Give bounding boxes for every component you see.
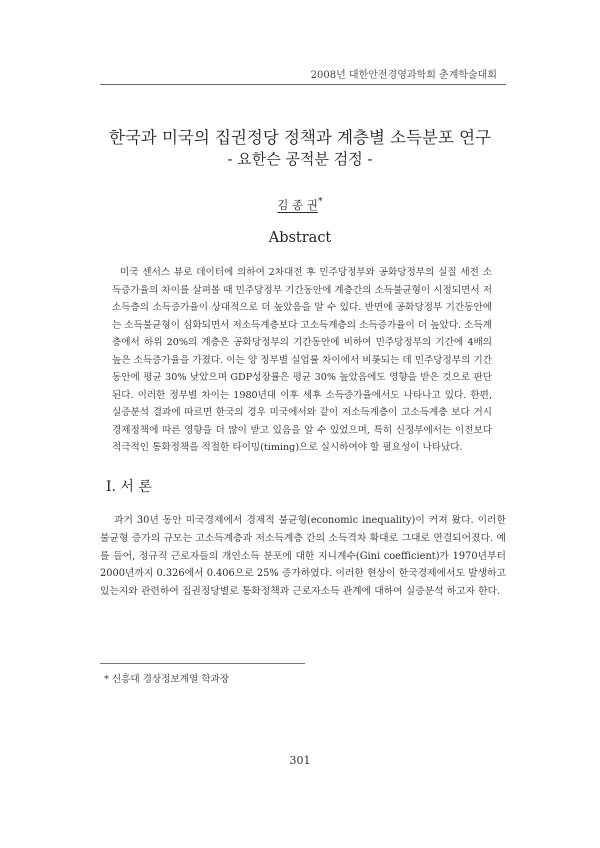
paper-title: 한국과 미국의 집권정당 정책과 계층별 소득분포 연구 [108,128,492,147]
running-header: 2008년 대한안전경영과학회 춘계학술대회 [310,70,497,81]
header-rule [100,84,506,85]
footnote-rule [100,663,305,664]
abstract-paragraph: 미국 센서스 뷰로 데이터에 의하여 2차대전 후 민주당정부와 공화당정부의 실질 세전 소득증가율의 차이를 살펴볼 때 민주당정부 기간동안에 계층간의 소득불균형이 시정되면서 저소득층의 소득증가율이 상대적으로 더 높았음을 알 수 있다. 반면에 공화당정부 기간동안에는 소득불균형이 심화되면서 저소득계층보다 고소득계층의 소득증가율이 더 높았다. 소득계층에서 하위 20%의 계층은 공화당정부의 기간동안에 비하여 민주당정부의 기간에 4배의 높은 소득증가율을 가졌다. 이는 양 정부별 실업률 차이에서 비롯되는 데 민주당정부의 기간 동안에 평균 30% 낮았으며 GDP성장률은 평균 30% 높았음에도 영향을 받은 것으로 판단된다. 이러한 정부별 차이는 1980년대 이후 세후 소득증가율에서도 나타나고 있다. 한편, 실증분석 결과에 따르면 한국의 경우 미국에서와 같이 저소득계층이 고소득계층 보다 거시경제정책에 따른 영향을 더 많이 받고 있음을 알 수 있었으며, 특히 신정부에서는 이전보다 적극적인 통화정책을 적절한 타이밍(timing)으로 실시하여야 할 필요성이 나타났다. [112,267,492,454]
section-paragraph: 과거 30년 동안 미국경제에서 경제적 불균형(economic inequality)이 커져 왔다. 이러한 불균형 증가의 규모는 고소득계층과 저소득계층 간의 소득격차 확대로 그대로 연결되어졌다. 예를 들어, 정규직 근로자들의 개인소득 분포에 대한 지니계수(Gini coefficient)가 1970년부터 2000년까지 0.326에서 0.406으로 25% 증가하였다. 이러한 현상이 한국경제에서도 발생하고 있는지와 관련하여 집권정당별로 통화정책과 근로자소득 관계에 대하여 실증분석 하고자 한다. [100,515,506,598]
author-line [0,196,600,213]
abstract-heading: Abstract [268,230,332,246]
section-heading: Ⅰ. 서 론 [106,479,152,495]
paper-subtitle: - 요한슨 공적분 검정 - [227,150,373,168]
footnote: * 신흥대 경상정보계열 학과장 [104,674,230,685]
author-name: 김 종 권 [277,197,318,212]
page-number: 301 [289,754,311,767]
author-footnote-mark: * [317,196,323,207]
